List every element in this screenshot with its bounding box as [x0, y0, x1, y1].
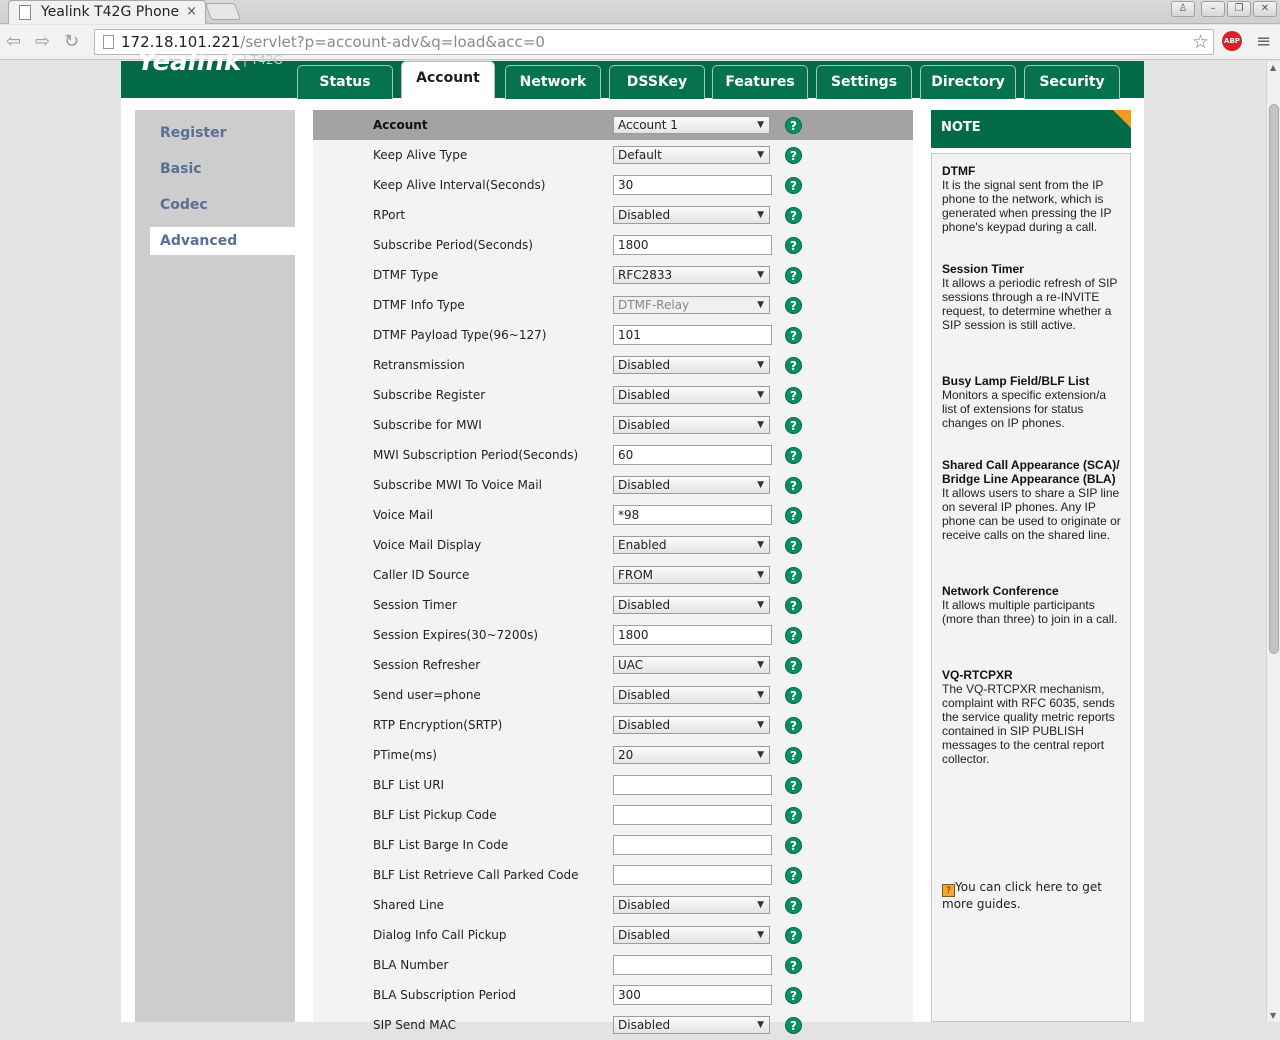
help-icon[interactable]: ?: [785, 387, 802, 404]
tab-dsskey[interactable]: DSSKey: [609, 65, 705, 99]
form-row: [313, 350, 913, 380]
dropdown-arrow-icon: ▼: [757, 930, 764, 940]
form-row: [313, 740, 913, 770]
sidebar-item-advanced[interactable]: Advanced: [150, 227, 300, 255]
dropdown-arrow-icon: ▼: [757, 150, 764, 160]
field-value: *98: [618, 508, 640, 522]
help-icon[interactable]: ?: [785, 327, 802, 344]
help-icon[interactable]: ?: [785, 627, 802, 644]
dropdown-select[interactable]: [613, 266, 770, 284]
field-value: 1800: [618, 238, 649, 252]
help-icon[interactable]: ?: [785, 837, 802, 854]
dropdown-arrow-icon: ▼: [757, 1020, 764, 1030]
field-label: Session Timer: [373, 598, 457, 612]
field-label: RTP Encryption(SRTP): [373, 718, 503, 732]
field-label: Voice Mail Display: [373, 538, 482, 552]
text-input[interactable]: [613, 175, 772, 195]
dropdown-select[interactable]: [613, 386, 770, 404]
text-input[interactable]: [613, 625, 772, 645]
dropdown-select[interactable]: [613, 686, 770, 704]
dropdown-arrow-icon: ▼: [757, 660, 764, 670]
advanced-settings-form: [313, 110, 913, 1033]
restore-window-icon[interactable]: ❐: [1227, 1, 1251, 17]
dropdown-arrow-icon: ▼: [757, 540, 764, 550]
vertical-scrollbar[interactable]: [1266, 61, 1280, 1022]
dropdown-select[interactable]: [613, 116, 770, 134]
dropdown-arrow-icon: ▼: [757, 270, 764, 280]
form-row: [313, 380, 913, 410]
scrollbar-thumb[interactable]: [1269, 104, 1279, 654]
note-section: DTMF It is the signal sent from the IP phone to the network, which is generated when pressing the IP phone's keypad during a call.: [942, 164, 1112, 234]
help-icon[interactable]: ?: [785, 507, 802, 524]
close-tab-icon[interactable]: ×: [186, 4, 197, 19]
help-icon[interactable]: ?: [785, 237, 802, 254]
help-icon[interactable]: ?: [785, 597, 802, 614]
form-row: [313, 680, 913, 710]
dropdown-select[interactable]: [613, 146, 770, 164]
dropdown-arrow-icon: ▼: [757, 390, 764, 400]
form-row: [313, 200, 913, 230]
help-icon[interactable]: ?: [785, 357, 802, 374]
dropdown-select[interactable]: [613, 596, 770, 614]
yealink-logo: Yealink: [137, 47, 242, 77]
reload-icon[interactable]: ↻: [64, 31, 80, 52]
dropdown-arrow-icon: ▼: [757, 570, 764, 580]
form-row: [313, 590, 913, 620]
dropdown-arrow-icon: ▼: [757, 900, 764, 910]
field-label: DTMF Info Type: [373, 298, 465, 312]
field-value: RFC2833: [618, 268, 673, 282]
form-row: [313, 620, 913, 650]
text-input[interactable]: [613, 445, 772, 465]
field-label: BLF List Barge In Code: [373, 838, 509, 852]
field-value: FROM: [618, 568, 654, 582]
help-icon[interactable]: ?: [785, 117, 802, 134]
help-icon[interactable]: ?: [785, 987, 802, 1004]
note-corner-icon: [1113, 110, 1131, 128]
field-value: 20: [618, 748, 634, 762]
field-value: Disabled: [618, 418, 671, 432]
form-row: [313, 1010, 913, 1040]
field-label: Shared Line: [373, 898, 445, 912]
note-section: Session Timer It allows a periodic refresh of SIP sessions through a re-INVITE request, to determine whether a SIP session is still active.: [942, 262, 1118, 332]
help-icon[interactable]: ?: [785, 867, 802, 884]
dropdown-arrow-icon: ▼: [757, 600, 764, 610]
field-label: BLA Subscription Period: [373, 988, 517, 1002]
text-input[interactable]: [613, 505, 772, 525]
form-row: [313, 800, 913, 830]
tab-account[interactable]: Account: [401, 61, 495, 99]
help-icon[interactable]: ?: [785, 687, 802, 704]
field-value: Disabled: [618, 1018, 671, 1032]
dropdown-select[interactable]: [613, 206, 770, 224]
address-bar[interactable]: [94, 29, 1214, 55]
form-row: [313, 290, 913, 320]
more-guides-link[interactable]: ? You can click here to get more guides.: [942, 880, 1102, 911]
field-value: Account 1: [618, 118, 678, 132]
browser-tab-title: Yealink T42G Phone: [41, 4, 180, 20]
help-icon[interactable]: ?: [785, 447, 802, 464]
tab-settings[interactable]: Settings: [816, 65, 912, 99]
note-section: Busy Lamp Field/BLF List Monitors a specific extension/a list of extensions for status changes on IP phones.: [942, 374, 1107, 430]
field-label: Subscribe MWI To Voice Mail: [373, 478, 542, 492]
tab-security[interactable]: Security: [1024, 65, 1120, 99]
text-input[interactable]: [613, 985, 772, 1005]
form-row: [313, 920, 913, 950]
form-row: [313, 110, 913, 140]
field-label: Dialog Info Call Pickup: [373, 928, 507, 942]
field-label: Session Refresher: [373, 658, 481, 672]
field-label: Keep Alive Type: [373, 148, 468, 162]
text-input[interactable]: [613, 325, 772, 345]
field-value: Disabled: [618, 718, 671, 732]
field-value: 60: [618, 448, 634, 462]
help-icon[interactable]: ?: [785, 1017, 802, 1034]
field-label: PTime(ms): [373, 748, 437, 762]
help-icon[interactable]: ?: [785, 537, 802, 554]
field-label: MWI Subscription Period(Seconds): [373, 448, 579, 462]
form-row: [313, 830, 913, 860]
dropdown-arrow-icon: ▼: [757, 120, 764, 130]
form-row: [313, 410, 913, 440]
note-section: VQ-RTCPXR The VQ-RTCPXR mechanism, complaint with RFC 6035, sends the service quality metric reports contained in SIP PUBLISH messages to the central report collector.: [942, 668, 1115, 766]
dropdown-select[interactable]: [613, 896, 770, 914]
help-icon[interactable]: ?: [785, 657, 802, 674]
help-icon[interactable]: ?: [785, 747, 802, 764]
field-label: Subscribe Period(Seconds): [373, 238, 533, 252]
field-label: Subscribe for MWI: [373, 418, 482, 432]
back-arrow-icon[interactable]: ⇦: [6, 31, 22, 52]
form-row: [313, 770, 913, 800]
field-label: BLF List Pickup Code: [373, 808, 497, 822]
forward-arrow-icon[interactable]: ⇨: [35, 31, 51, 52]
page-icon: [103, 35, 114, 49]
tab-status[interactable]: Status: [297, 65, 393, 99]
tab-features[interactable]: Features: [712, 65, 808, 99]
field-label: Subscribe Register: [373, 388, 486, 402]
dropdown-select[interactable]: [613, 566, 770, 584]
sidebar-item-basic[interactable]: Basic: [160, 161, 202, 177]
tab-network[interactable]: Network: [505, 65, 601, 99]
field-label: Voice Mail: [373, 508, 434, 522]
field-label: RPort: [373, 208, 406, 222]
help-icon[interactable]: ?: [785, 567, 802, 584]
dropdown-arrow-icon: ▼: [757, 300, 764, 310]
url-text[interactable]: 172.18.101.221/servlet?p=account-adv&q=load&acc=0: [121, 33, 545, 51]
help-icon[interactable]: ?: [785, 807, 802, 824]
scroll-up-arrow-icon[interactable]: ▲: [1270, 63, 1277, 72]
bookmark-star-icon[interactable]: ☆: [1191, 31, 1209, 53]
field-label: Retransmission: [373, 358, 465, 372]
dropdown-select[interactable]: [613, 656, 770, 674]
field-value: Disabled: [618, 688, 671, 702]
field-label: DTMF Payload Type(96~127): [373, 328, 547, 342]
field-value: Disabled: [618, 358, 671, 372]
field-value: Disabled: [618, 898, 671, 912]
field-value: Default: [618, 148, 662, 162]
note-section: Network Conference It allows multiple participants (more than three) to join in a call.: [942, 584, 1118, 626]
dropdown-arrow-icon: ▼: [757, 360, 764, 370]
dropdown-arrow-icon: ▼: [757, 480, 764, 490]
help-icon[interactable]: ?: [785, 297, 802, 314]
field-value: UAC: [618, 658, 644, 672]
note-section: Shared Call Appearance (SCA)/ Bridge Line Appearance (BLA) It allows users to share a SIP line on several IP phones. Any IP phone can be used to originate or receive calls on the shared line.: [942, 458, 1121, 542]
field-label: Caller ID Source: [373, 568, 470, 582]
guide-book-icon: ?: [942, 884, 955, 897]
form-row: [313, 230, 913, 260]
browser-menu-icon[interactable]: ≡: [1256, 31, 1272, 52]
help-icon[interactable]: ?: [785, 777, 802, 794]
form-row: [313, 980, 913, 1010]
field-value: DTMF-Relay: [618, 298, 690, 312]
help-icon[interactable]: ?: [785, 147, 802, 164]
help-icon[interactable]: ?: [785, 207, 802, 224]
page-favicon-icon: [19, 5, 31, 20]
help-icon[interactable]: ?: [785, 957, 802, 974]
dropdown-select[interactable]: [613, 746, 770, 764]
adblock-plus-icon[interactable]: ABP: [1222, 31, 1242, 51]
help-icon[interactable]: ?: [785, 267, 802, 284]
field-label: BLA Number: [373, 958, 449, 972]
note-panel: [931, 153, 1131, 1022]
model-label: | T42G: [243, 53, 283, 67]
note-title: NOTE: [941, 120, 981, 135]
dropdown-select[interactable]: [613, 536, 770, 554]
field-value: Disabled: [618, 928, 671, 942]
field-value: Disabled: [618, 478, 671, 492]
browser-tab[interactable]: [8, 0, 206, 24]
browser-tab-strip: [0, 0, 1280, 24]
dropdown-select[interactable]: [613, 926, 770, 944]
form-row: [313, 650, 913, 680]
dropdown-select[interactable]: [613, 716, 770, 734]
field-label: Send user=phone: [373, 688, 481, 702]
minimize-window-icon[interactable]: –: [1201, 1, 1225, 17]
text-input[interactable]: [613, 835, 772, 855]
form-row: [313, 950, 913, 980]
text-input[interactable]: [613, 775, 772, 795]
field-label: Account: [373, 118, 428, 132]
text-input[interactable]: [613, 955, 772, 975]
field-value: 1800: [618, 628, 649, 642]
form-row: [313, 530, 913, 560]
dropdown-arrow-icon: ▼: [757, 420, 764, 430]
note-header: [931, 110, 1131, 148]
help-icon[interactable]: ?: [785, 477, 802, 494]
form-row: [313, 260, 913, 290]
dropdown-arrow-icon: ▼: [757, 210, 764, 220]
field-value: Disabled: [618, 388, 671, 402]
phone-web-ui: [121, 47, 1144, 1033]
sidebar-item-codec[interactable]: Codec: [160, 197, 208, 213]
field-value: Enabled: [618, 538, 667, 552]
sidebar-item-register[interactable]: Register: [160, 125, 227, 141]
form-row: [313, 140, 913, 170]
field-label: SIP Send MAC: [373, 1018, 456, 1032]
form-row: [313, 440, 913, 470]
dropdown-select: [613, 296, 770, 314]
form-row: [313, 710, 913, 740]
help-icon[interactable]: ?: [785, 177, 802, 194]
new-tab-button[interactable]: [205, 3, 241, 20]
form-row: [313, 860, 913, 890]
scroll-down-arrow-icon[interactable]: ▼: [1270, 1011, 1277, 1020]
field-label: Session Expires(30~7200s): [373, 628, 539, 642]
dropdown-arrow-icon: ▼: [757, 690, 764, 700]
field-label: BLF List URI: [373, 778, 445, 792]
dropdown-select[interactable]: [613, 1016, 770, 1034]
account-sidebar: [135, 110, 295, 1022]
tab-directory[interactable]: Directory: [920, 65, 1016, 99]
form-row: [313, 560, 913, 590]
form-row: [313, 500, 913, 530]
help-icon[interactable]: ?: [785, 417, 802, 434]
dropdown-select[interactable]: [613, 416, 770, 434]
form-row: [313, 890, 913, 920]
form-row: [313, 170, 913, 200]
form-row: [313, 470, 913, 500]
form-row: [313, 320, 913, 350]
field-label: Keep Alive Interval(Seconds): [373, 178, 546, 192]
text-input[interactable]: [613, 865, 772, 885]
field-value: 30: [618, 178, 634, 192]
text-input[interactable]: [613, 235, 772, 255]
page-viewport: [0, 47, 1266, 1033]
help-icon[interactable]: ?: [785, 717, 802, 734]
field-value: Disabled: [618, 208, 671, 222]
field-value: 101: [618, 328, 641, 342]
text-input[interactable]: [613, 805, 772, 825]
field-value: 300: [618, 988, 641, 1002]
help-icon[interactable]: ?: [785, 927, 802, 944]
user-icon[interactable]: ♙: [1171, 1, 1195, 17]
dropdown-select[interactable]: [613, 356, 770, 374]
dropdown-arrow-icon: ▼: [757, 750, 764, 760]
close-window-icon[interactable]: ✕: [1253, 1, 1277, 17]
dropdown-arrow-icon: ▼: [757, 720, 764, 730]
field-label: BLF List Retrieve Call Parked Code: [373, 868, 579, 882]
help-icon[interactable]: ?: [785, 897, 802, 914]
field-value: Disabled: [618, 598, 671, 612]
field-label: DTMF Type: [373, 268, 439, 282]
dropdown-select[interactable]: [613, 476, 770, 494]
